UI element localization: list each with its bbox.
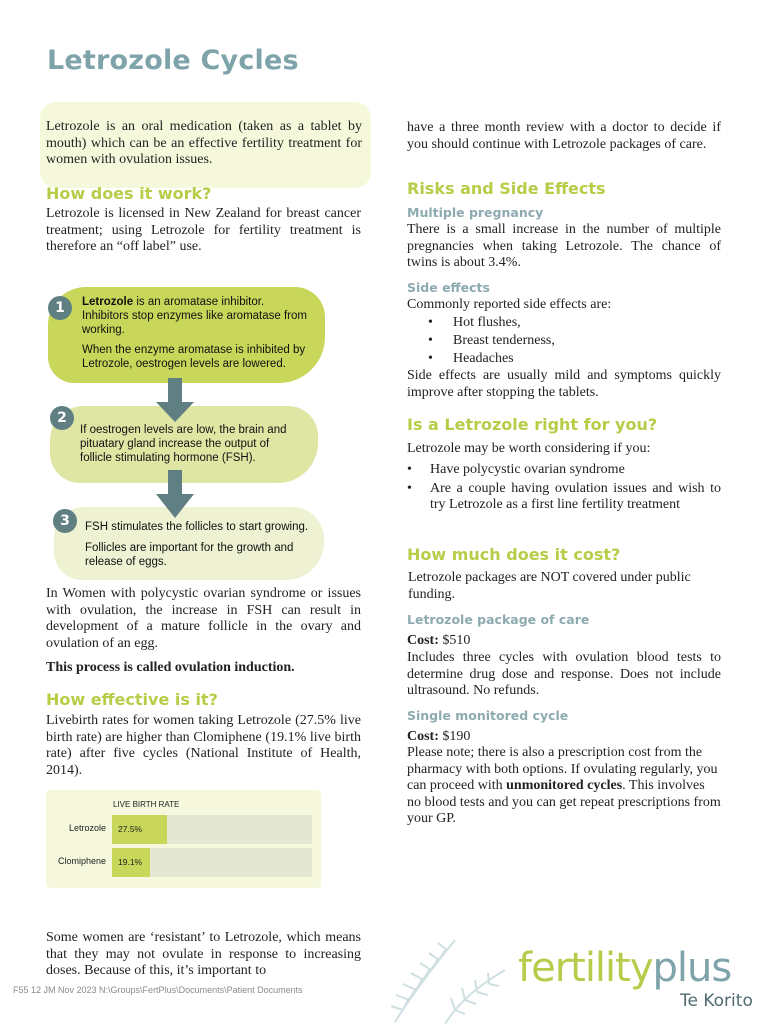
cost-heading: How much does it cost? (407, 545, 621, 564)
pcos-text: In Women with polycystic ovarian syndrome or issues with ovulation, the increase in FSH can result in development of a mature follicle in the ovary and ovulation of an egg. (46, 586, 361, 651)
right-for-you-intro: Letrozole may be worth considering if you: (407, 441, 651, 456)
footer-text: F55 12 JM Nov 2023 N:\Groups\FertPlus\Documents\Patient Documents (13, 985, 303, 995)
list-item: • Headaches (428, 351, 514, 366)
list-item: • Breast tenderness, (428, 333, 555, 348)
induction-text: This process is called ovulation induction. (46, 660, 295, 675)
right-for-you-heading: Is a Letrozole right for you? (407, 415, 658, 434)
effective-heading: How effective is it? (46, 690, 218, 709)
list-item: • Are a couple having ovulation issues and wish to try Letrozole as a first line fertility treatment (407, 480, 721, 512)
resistant-text: Some women are ‘resistant’ to Letrozole, which means that they may not ovulate in response to increasing doses. Because of this, it’s important to (46, 930, 361, 978)
single-cycle-cost: Cost: $190 (407, 729, 471, 744)
arrow-down-icon (156, 378, 194, 422)
step-3-text (85, 520, 317, 569)
step-1-text (82, 295, 314, 371)
side-effects-list (428, 315, 718, 369)
chart-bar (112, 848, 150, 877)
right-for-you-list (407, 462, 721, 514)
side-effects-outro: Side effects are usually mild and symptoms quickly improve after stopping the tablets. (407, 368, 721, 400)
how-it-works-heading: How does it work? (46, 184, 212, 203)
chart-value-label: 19.1% (118, 857, 143, 867)
chart-track (112, 848, 312, 877)
package-cost: Cost: $510 (407, 633, 471, 648)
step-2-text: If oestrogen levels are low, the brain and pituatary gland increase the output of follicle stimulating hormone (FSH). (80, 424, 287, 464)
chart-bar (112, 815, 167, 844)
package-text: Includes three cycles with ovulation blood tests to determine drug dose and response. Does not include ultrasound. No refunds. (407, 650, 721, 698)
logo-tagline: Te Korito (680, 991, 753, 1011)
step-1-line1: is an aromatase inhibitor. Inhibitors stop enzymes like aromatase from working. (82, 296, 307, 336)
side-effects-intro: Commonly reported side effects are: (407, 297, 612, 312)
list-item: • Hot flushes, (428, 315, 521, 330)
multiple-pregnancy-text: There is a small increase in the number of multiple pregnancies when taking Letrozole. The chance of twins is about 3.4%. (407, 222, 721, 270)
chart-category-label: Letrozole (68, 823, 106, 833)
risks-heading: Risks and Side Effects (407, 179, 606, 198)
chart-title: LIVE BIRTH RATE (113, 800, 180, 809)
arrow-down-icon (156, 470, 194, 518)
package-heading: Letrozole package of care (407, 612, 590, 627)
chart-category-label: Clomiphene (57, 856, 106, 866)
step-3-line2: Follicles are important for the growth and release of eggs. (85, 542, 294, 568)
cost-intro: Letrozole packages are NOT covered under public funding. (408, 570, 691, 602)
step-1-line2: When the enzyme aromatase is inhibited by Letrozole, oestrogen levels are lowered. (82, 344, 306, 370)
intro-text: Letrozole is an oral medication (taken as a tablet by mouth) which can be an effective fertility treatment for women with ovulation issues. (46, 119, 362, 167)
chart-value-label: 27.5% (118, 824, 143, 834)
step-3-number: 3 (53, 509, 77, 533)
step-1-number: 1 (48, 296, 72, 320)
effective-text: Livebirth rates for women taking Letrozole (27.5% live birth rate) are higher than Clomiphene (19.1% live birth rate) after five cycles (National Institute of Health, 2014). (46, 713, 361, 778)
fern-icon (385, 930, 525, 1024)
list-item: • Have polycystic ovarian syndrome (407, 462, 625, 477)
prescription-note: Please note; there is also a prescription cost from the pharmacy with both options. If ovulating regularly, you can proceed with unmonitored cycles. This involves no blood tests and you can get repeat prescriptions from your GP. (407, 745, 721, 826)
multiple-pregnancy-heading: Multiple pregnancy (407, 205, 544, 220)
page-title: Letrozole Cycles (47, 45, 299, 76)
fertility-plus-logo: fertilityplus (518, 945, 732, 991)
side-effects-heading: Side effects (407, 280, 490, 295)
step-2-number: 2 (50, 406, 74, 430)
chart-track (112, 815, 312, 844)
how-it-works-text: Letrozole is licensed in New Zealand for breast cancer treatment; using Letrozole for fertility treatment is therefore an “off label” use. (46, 206, 361, 254)
step-3-line1: FSH stimulates the follicles to start growing. (85, 521, 309, 533)
single-cycle-heading: Single monitored cycle (407, 708, 569, 723)
review-text: have a three month review with a doctor to decide if you should continue with Letrozole packages of care. (407, 120, 721, 152)
step-1-bold: Letrozole (82, 296, 134, 308)
